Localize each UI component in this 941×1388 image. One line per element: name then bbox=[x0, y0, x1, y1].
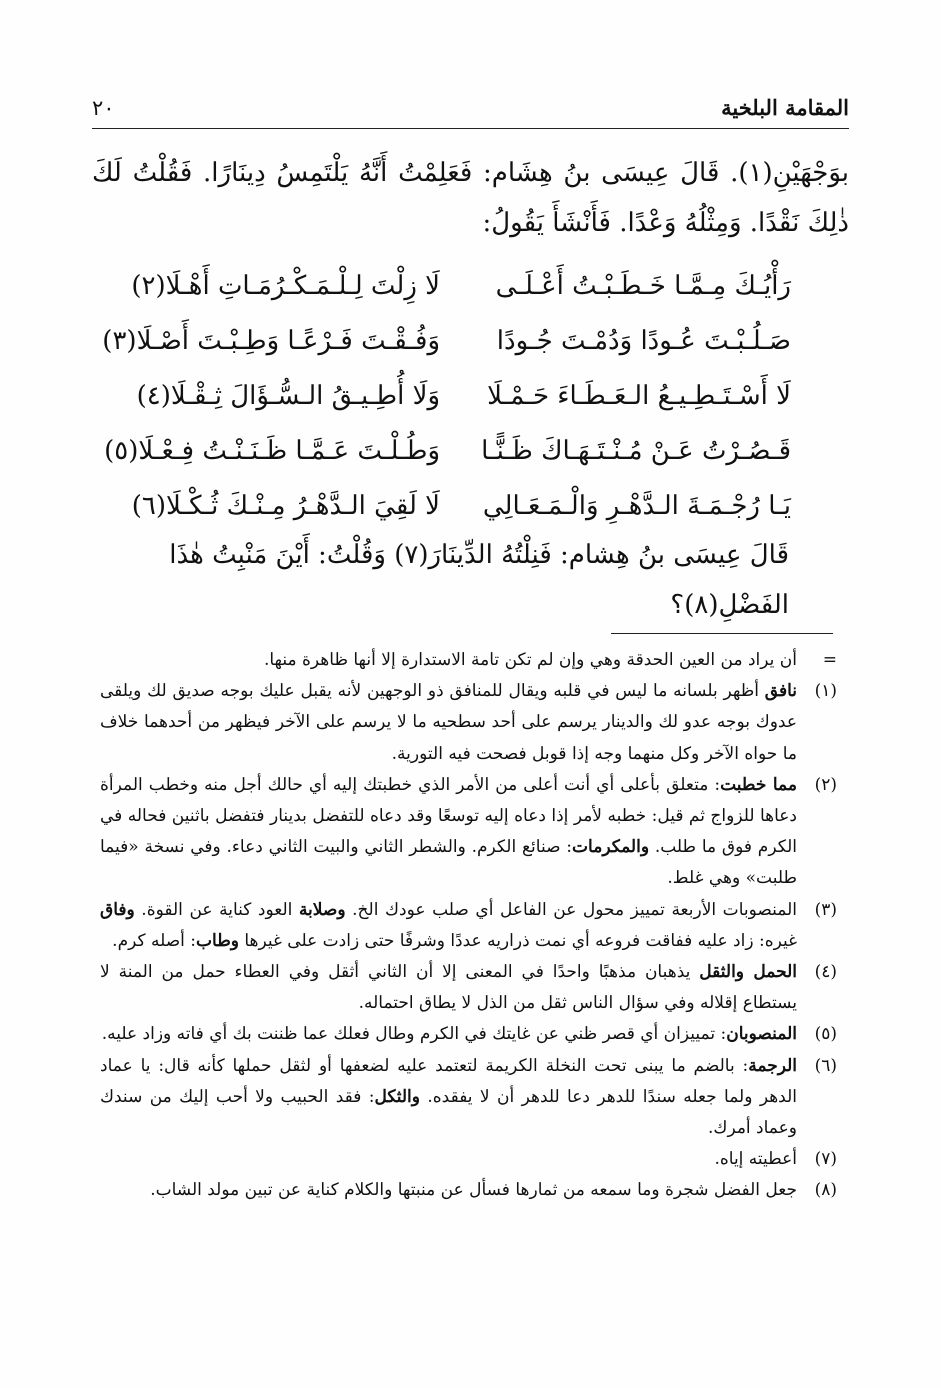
footnote-text: الرجمة: بالضم ما يبنى تحت النخلة الكريمة لتعتمد عليه لضعفها أو لثقل حملها كأنه قال: يا عماد الدهر ولما جعله سندًا للدهر دعا للدهر أن لا يفقده. والثكل: فقد الحبيب ولا أحب إليك من سندك وعماد أمرك. bbox=[100, 1055, 798, 1139]
footnote-number: (٣) bbox=[814, 899, 837, 920]
verse-first-hemistich: قَـصُـرْتُ عَـنْ مُـنْـتَـهَـاكَ ظَـنًّـا bbox=[481, 435, 791, 466]
footnote-term: وصلابة bbox=[298, 899, 346, 920]
footnote-term: والمكرمات bbox=[572, 837, 650, 858]
verse-second-hemistich: وَفُـقْـتَ فَـرْعًـا وَطِـبْـتَ أَصْـلَا(٣) bbox=[102, 325, 440, 356]
footnote-number: (٦) bbox=[814, 1055, 837, 1076]
verse-second-hemistich: وَلَا أُطِـيـقُ الـسُّـؤَالَ ثِـقْـلَا(٤) bbox=[136, 380, 440, 411]
footnote-text: جعل الفضل شجرة وما سمعه من ثمارها فسأل عن منبتها والكلام كناية عن تبين مولد الشاب. bbox=[150, 1180, 797, 1201]
footnote-text: مما خطبت: متعلق بأعلى أي أنت أعلى من الأمر الذي خطبتك إليه أي حالك أجل منه وخطب المرأة دعاها للزواج ثم قيل: خطبه لأمر إذا دعاه إليه توسعًا وقد دعاه للتفضل بدينار فتفضل باثنين فحاله في الكرم فوق ما طلب. والمكرمات: صنائع الكرم. والشطر الثاني والبيت الثاني دعاء. وفي نسخة «فيما طلبت» وهي غلط. bbox=[100, 774, 797, 889]
verse-first-hemistich: رَأْيُـكَ مِـمَّـا خَـطَـبْـتُ أَعْـلَـى bbox=[495, 270, 791, 301]
poem-verse bbox=[131, 258, 791, 313]
footnotes bbox=[100, 645, 837, 1207]
verse-first-hemistich: يَـا رُجْـمَـةَ الـدَّهْـرِ وَالْـمَـعَـالِي bbox=[482, 490, 791, 521]
footnote-number: = bbox=[822, 650, 837, 670]
verse-second-hemistich: لَا زِلْتَ لِـلْـمَـكْـرُمَـاتِ أَهْـلَا(٢) bbox=[131, 270, 440, 301]
poem-verse bbox=[131, 478, 791, 533]
footnote bbox=[100, 645, 837, 676]
footnote-number: (٥) bbox=[814, 1024, 837, 1045]
footnote-number: (١) bbox=[814, 681, 837, 702]
footnote-term: نافق bbox=[764, 681, 797, 702]
footnote-separator bbox=[611, 633, 833, 634]
footnote bbox=[100, 1144, 837, 1175]
footnote-text: أن يراد من العين الحدقة وهي وإن لم تكن تامة الاستدارة إلا أنها ظاهرة منها. bbox=[263, 650, 797, 670]
poem-verse bbox=[136, 368, 791, 423]
footnote bbox=[100, 1019, 837, 1050]
poem-verse bbox=[102, 313, 791, 368]
poem bbox=[102, 258, 791, 533]
footnote-text: المنصوبات الأربعة تمييز محول عن الفاعل أي صلب عودك الخ. وصلابة العود كناية عن القوة. وفاق غيره: زاد عليه ففاقت فروعه أي نمت ذراريه عددًا وشرفًا حتى زادت على غيرها وطاب: أصله كرم. bbox=[100, 899, 797, 951]
verse-second-hemistich: لَا لَقِيَ الـدَّهْـرُ مِـنْـكَ ثُـكْـلَا(٦) bbox=[131, 490, 440, 521]
footnote-text: المنصوبان: تمييزان أي قصر ظني عن غايتك في الكرم وطال فعلك عما ظننت بك أي فاته وزاد عليه. bbox=[101, 1024, 797, 1045]
verse-second-hemistich: وَطُـلْـتَ عَـمَّـا ظَـنَـنْـتُ فِـعْـلَا(٥) bbox=[104, 435, 440, 466]
running-title: المقامة البلخية bbox=[721, 95, 849, 120]
footnote-term: وطاب bbox=[196, 930, 239, 951]
footnote-number: (٧) bbox=[814, 1149, 837, 1170]
footnote bbox=[100, 895, 837, 957]
footnote-term: الحمل والثقل bbox=[699, 962, 797, 983]
footnote-text: نافق أظهر بلسانه ما ليس في قلبه ويقال للمنافق ذو الوجهين لأنه يقبل عليك بوجه صديق لك ويلقى عدوك بوجه عدو لك والدينار يرسم على أحد سطحيه ما لا يرسم على الآخر فيظهر من أحدهما خلاف ما حواه الآخر وكل منهما وجه إذا قوبل فصحت فيه التورية. bbox=[100, 681, 797, 764]
footnote-term: مما خطبت bbox=[720, 774, 797, 795]
verse-first-hemistich: صَـلُـبْـتَ عُـودًا وَدُمْـتَ جُـودًا bbox=[496, 325, 791, 356]
prose-paragraph: بوَجْهَيْنِ(١). قَالَ عِيسَى بنُ هِشَام: فَعَلِمْتُ أَنَّهُ يَلْتَمِسُ دِينَارًا. فَقُلْتُ لَكَ ذٰلِكَ نَقْدًا. وَمِثْلُهُ وَعْدًا. فَأَنْشَأَ يَقُولُ: bbox=[92, 158, 849, 238]
page-number: ٢٠ bbox=[92, 96, 115, 120]
page-header bbox=[92, 88, 849, 129]
footnote-number: (٨) bbox=[814, 1180, 837, 1201]
footnote-text: أعطيته إياه. bbox=[714, 1149, 797, 1170]
footnote bbox=[100, 1051, 837, 1145]
footnote-term: الرجمة bbox=[748, 1055, 797, 1076]
footnote-number: (٤) bbox=[814, 962, 837, 983]
closing-line: قَالَ عِيسَى بنُ هِشام: فَنِلْتُهُ الدِّينَارَ(٧) وَقُلْتُ: أَيْنَ مَنْبِتُ هٰذَا الفَضْلِ(٨)؟ bbox=[169, 540, 789, 620]
footnote bbox=[100, 770, 837, 895]
verse-first-hemistich: لَا أَسْـتَـطِـيـعُ الـعَـطَـاءَ حَـمْـلَا bbox=[487, 380, 791, 411]
footnote-term: وفاق bbox=[100, 899, 135, 920]
footnote bbox=[100, 676, 837, 770]
footnote-number: (٢) bbox=[814, 774, 837, 795]
footnote-term: المنصوبان bbox=[726, 1024, 797, 1045]
poem-verse bbox=[104, 423, 791, 478]
footnote-term: والثكل bbox=[374, 1086, 420, 1107]
footnote bbox=[100, 957, 837, 1019]
footnote bbox=[100, 1175, 837, 1206]
footnote-text: الحمل والثقل يذهبان مذهبًا واحدًا في المعنى إلا أن الثاني أثقل وفي العطاء حمل من المنة لا يستطاع إقلاله وفي سؤال الناس ثقل من الذل لا يطاق احتماله. bbox=[100, 962, 797, 1014]
